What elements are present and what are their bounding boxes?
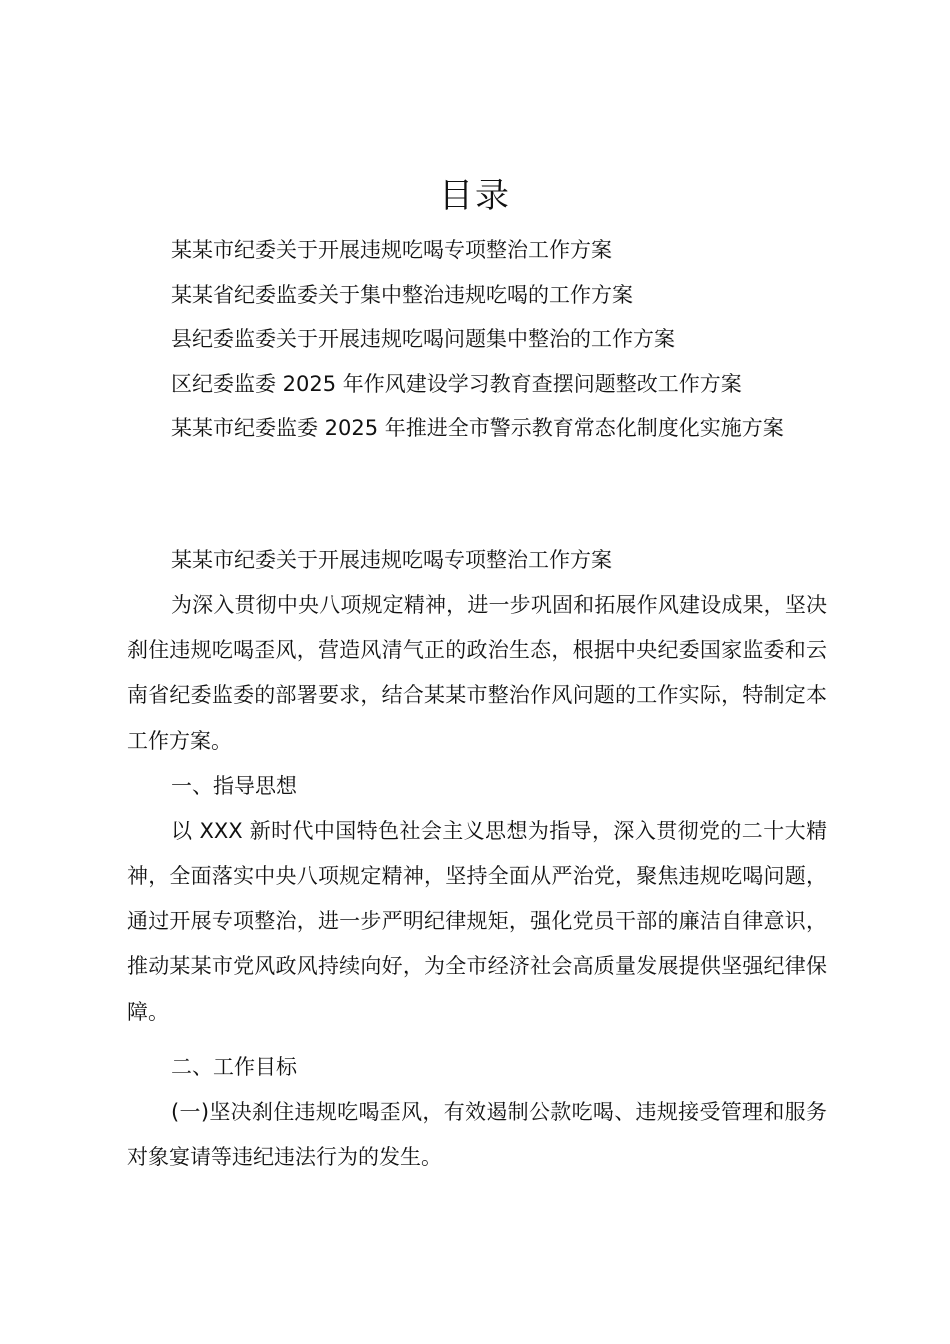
toc-item[interactable]: 某某市纪委监委 2025 年推进全市警示教育常态化制度化实施方案 <box>171 416 784 440</box>
toc-list <box>171 228 871 451</box>
toc-item[interactable]: 某某省纪委监委关于集中整治违规吃喝的工作方案 <box>171 282 633 307</box>
toc-title: 目录 <box>439 176 511 216</box>
intro-paragraph: 为深入贯彻中央八项规定精神，进一步巩固和拓展作风建设成果，坚决刹住违规吃喝歪风，营造风清气正的政治生态，根据中央纪委国家监委和云南省纪委监委的部署要求，结合某某市整治作风问题的工作实际，特制定本工作方案。 <box>127 593 827 753</box>
paragraph-spacer <box>127 1035 827 1045</box>
section-paragraph-guiding-ideology: 以 XXX 新时代中国特色社会主义思想为指导，深入贯彻党的二十大精神，全面落实中央八项规定精神，坚持全面从严治党，聚焦违规吃喝问题，通过开展专项整治，进一步严明纪律规矩，强化党员干部的廉洁自律意识，推动某某市党风政风持续向好，为全市经济社会高质量发展提供坚强纪律保障。 <box>127 818 827 1024</box>
section-heading-work-goals: 二、工作目标 <box>171 1054 297 1079</box>
document-title: 某某市纪委关于开展违规吃喝专项整治工作方案 <box>171 548 612 572</box>
toc-item[interactable]: 区纪委监委 2025 年作风建设学习教育查摆问题整改工作方案 <box>171 371 742 396</box>
section-heading-guiding-ideology: 一、指导思想 <box>171 773 297 798</box>
document-body <box>127 538 827 1180</box>
work-goal-item-1: (一)坚决刹住违规吃喝歪风，有效遏制公款吃喝、违规接受管理和服务对象宴请等违纪违法行为的发生。 <box>127 1099 827 1170</box>
toc-item[interactable]: 县纪委监委关于开展违规吃喝问题集中整治的工作方案 <box>171 327 675 351</box>
toc-item[interactable]: 某某市纪委关于开展违规吃喝专项整治工作方案 <box>171 238 612 262</box>
